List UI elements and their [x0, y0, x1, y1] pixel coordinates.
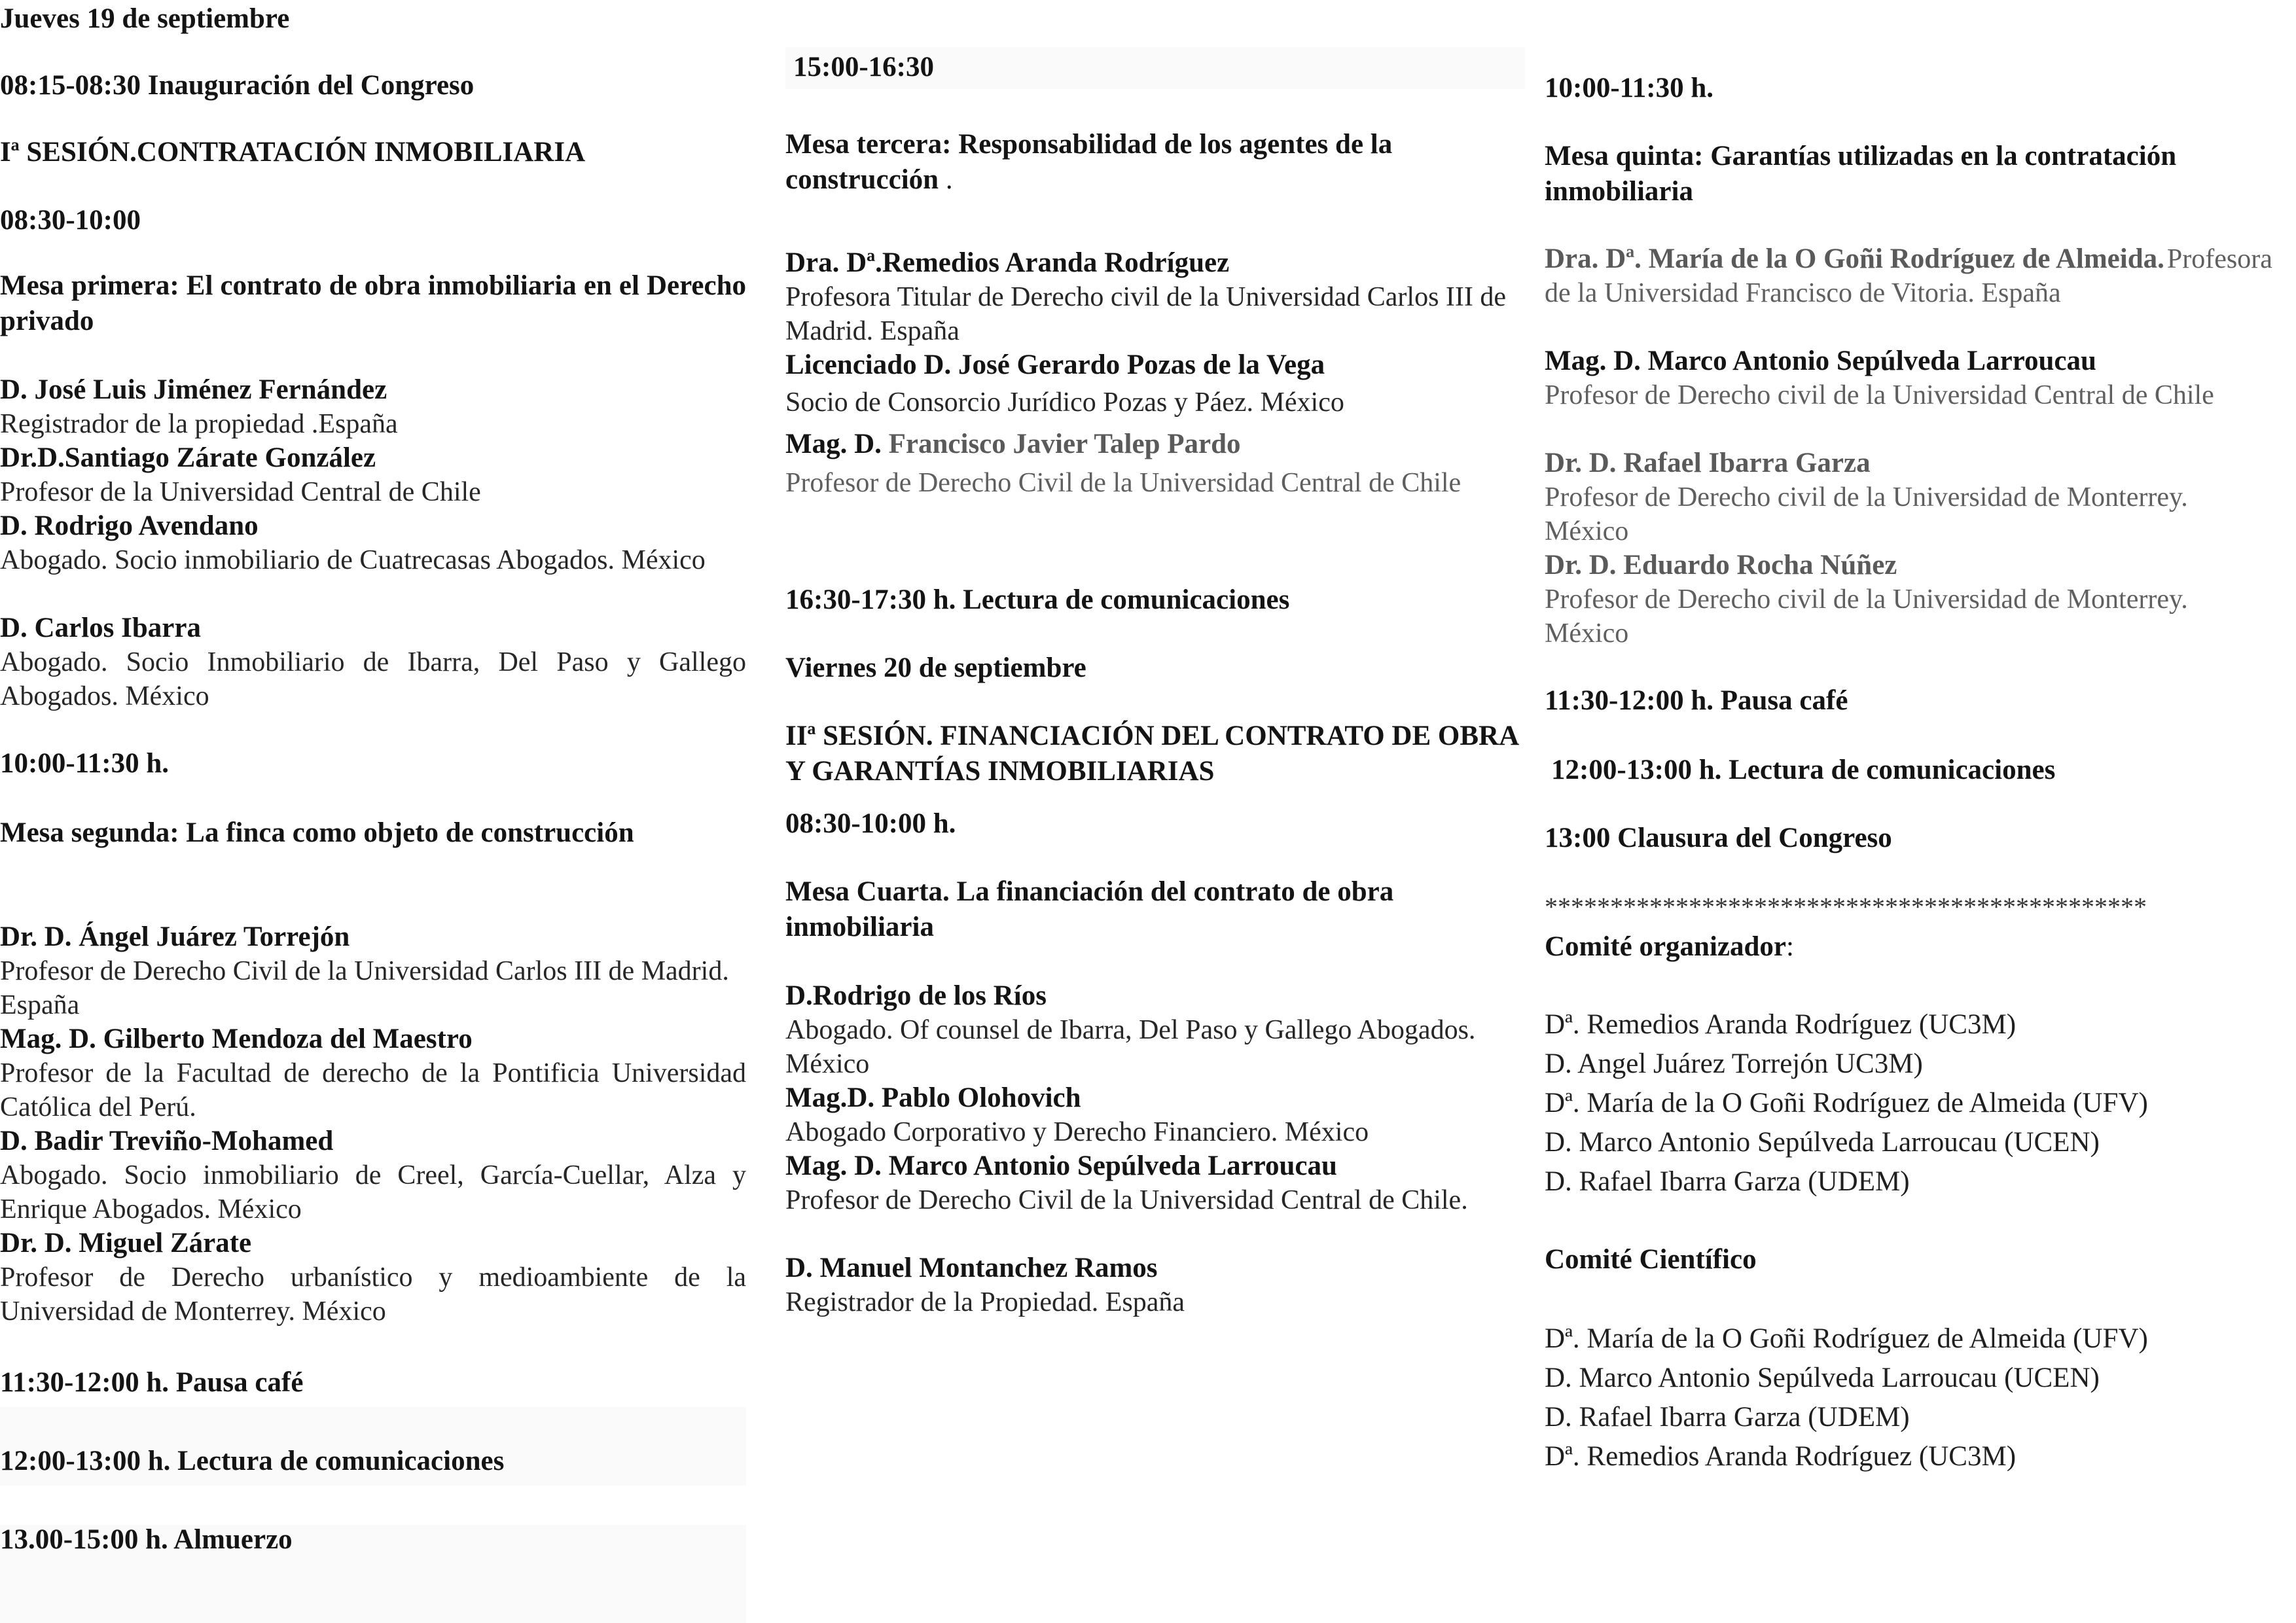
mesa5-time: 10:00-11:30 h.	[1545, 73, 1713, 103]
speaker-affiliation: Profesor de Derecho civil de la Universidad de Monterrey. México	[1545, 584, 2188, 649]
speaker-entry	[785, 979, 1525, 1081]
speaker-entry	[1545, 548, 2278, 651]
speaker-entry	[785, 246, 1525, 348]
organizing-committee-title-suffix: :	[1786, 931, 1794, 962]
mesa3-time: 15:00-16:30	[793, 52, 934, 82]
speaker-entry	[785, 348, 1525, 423]
committee-member: Dª. Remedios Aranda Rodríguez (UC3M)	[1545, 1441, 2017, 1472]
lunch-line: 13.00-15:00 h. Almuerzo	[0, 1524, 293, 1555]
coffee-break-line: 11:30-12:00 h. Pausa café	[0, 1367, 304, 1398]
speaker-affiliation: Abogado. Socio Inmobiliario de Ibarra, Del Paso y Gallego Abogados. México	[0, 647, 746, 711]
speaker-name	[785, 425, 1525, 463]
organizing-committee-title-text: Comité organizador	[1545, 931, 1787, 962]
speaker-name: Dr. D. Rafael Ibarra Garza	[1545, 448, 1871, 478]
speaker-name: Dr. D. Ángel Juárez Torrejón	[0, 921, 350, 952]
speaker-affiliation: Profesor de Derecho urbanístico y medioambiente de la Universidad de Monterrey. México	[0, 1262, 746, 1327]
speaker-entry	[0, 1124, 746, 1226]
speaker-entry	[0, 1226, 746, 1329]
speaker-entry	[785, 1149, 1525, 1217]
speaker-name: D. Badir Treviño-Mohamed	[0, 1126, 334, 1156]
speaker-name-rest: Francisco Javier Talep Pardo	[888, 429, 1241, 459]
closing-line: 13:00 Clausura del Congreso	[1545, 823, 1892, 853]
inauguration-line: 08:15-08:30 Inauguración del Congreso	[0, 70, 475, 101]
speaker-name: D. Rodrigo Avendano	[0, 510, 259, 541]
speaker-name: Mag. D. Marco Antonio Sepúlveda Larroucau	[1545, 346, 2096, 376]
committee-member: Dª. María de la O Goñi Rodríguez de Almeida (UFV)	[1545, 1323, 2148, 1354]
speaker-name: D.Rodrigo de los Ríos	[785, 980, 1047, 1011]
speaker-affiliation: Profesor de Derecho civil de la Universidad Central de Chile	[1545, 380, 2214, 410]
organizing-committee-list	[1545, 1005, 2278, 1202]
committee-member: D. Marco Antonio Sepúlveda Larroucau (UCEN)	[1545, 1127, 2100, 1158]
mesa1-title: Mesa primera: El contrato de obra inmobiliaria en el Derecho privado	[0, 270, 746, 336]
speaker-entry	[785, 1251, 1525, 1319]
speaker-entry	[1545, 344, 2278, 412]
readings-line: 12:00-13:00 h. Lectura de comunicaciones	[1551, 755, 2056, 785]
speaker-name: Dra. Dª. María de la O Goñi Rodríguez de Almeida.	[1545, 243, 2164, 274]
speaker-entry	[785, 425, 1525, 503]
speaker-affiliation: Abogado Corporativo y Derecho Financiero. México	[785, 1117, 1369, 1147]
speaker-affiliation: Profesora de la Universidad Francisco de Vitoria. España	[1545, 244, 2272, 308]
speaker-entry	[0, 920, 746, 1022]
session1-title: Iª SESIÓN.CONTRATACIÓN INMOBILIARIA	[0, 137, 586, 168]
speaker-affiliation: Profesora Titular de Derecho civil de la Universidad Carlos III de Madrid. España	[785, 282, 1507, 346]
scientific-committee-list	[1545, 1319, 2278, 1476]
speaker-entry	[0, 1022, 746, 1124]
speaker-affiliation: Profesor de Derecho Civil de la Universidad Central de Chile.	[785, 1185, 1468, 1215]
committee-member: Dª. María de la O Goñi Rodríguez de Almeida (UFV)	[1545, 1088, 2148, 1118]
speaker-entry	[0, 611, 746, 713]
speaker-name: Dr. D. Eduardo Rocha Núñez	[1545, 550, 1897, 580]
speaker-affiliation: Profesor de Derecho civil de la Universidad de Monterrey. México	[1545, 482, 2188, 546]
day1-date: Jueves 19 de septiembre	[0, 3, 290, 34]
committee-member: D. Angel Juárez Torrejón UC3M)	[1545, 1048, 1923, 1079]
speaker-name: D. José Luis Jiménez Fernández	[0, 374, 387, 405]
mesa5-title: Mesa quinta: Garantías utilizadas en la contratación inmobiliaria	[1545, 141, 2177, 207]
speaker-affiliation: Registrador de la Propiedad. España	[785, 1287, 1185, 1317]
speaker-name: Dr.D.Santiago Zárate González	[0, 442, 376, 473]
speaker-affiliation: Registrador de la propiedad .España	[0, 409, 398, 439]
speaker-affiliation: Abogado. Socio inmobiliario de Cuatrecasas Abogados. México	[0, 545, 706, 575]
day2-date: Viernes 20 de septiembre	[785, 652, 1086, 683]
mesa3-title-text: Mesa tercera: Responsabilidad de los agentes de la construcción	[785, 129, 1393, 195]
organizing-committee-title	[1545, 929, 2278, 965]
committee-member: D. Marco Antonio Sepúlveda Larroucau (UCEN)	[1545, 1363, 2100, 1393]
committee-member: Dª. Remedios Aranda Rodríguez (UC3M)	[1545, 1009, 2017, 1040]
readings-line: 12:00-13:00 h. Lectura de comunicaciones	[0, 1446, 505, 1476]
committee-member: D. Rafael Ibarra Garza (UDEM)	[1545, 1402, 1910, 1433]
separator-stars: **********************************************	[1545, 894, 2147, 920]
readings-line: 16:30-17:30 h. Lectura de comunicaciones	[785, 584, 1290, 615]
mesa2-time: 10:00-11:30 h.	[0, 748, 169, 779]
speaker-affiliation: Profesor de la Universidad Central de Chile	[0, 477, 481, 507]
speaker-entry	[0, 373, 746, 441]
speaker-entry	[0, 509, 746, 577]
speaker-name: Licenciado D. José Gerardo Pozas de la Vega	[785, 349, 1325, 380]
speaker-affiliation: Profesor de la Facultad de derecho de la Pontificia Universidad Católica del Perú.	[0, 1058, 746, 1122]
mesa3-title	[785, 127, 1525, 198]
speaker-affiliation: Abogado. Socio inmobiliario de Creel, García-Cuellar, Alza y Enrique Abogados. México	[0, 1160, 746, 1224]
speaker-entry	[0, 441, 746, 509]
speaker-name: D. Manuel Montanchez Ramos	[785, 1253, 1158, 1283]
mesa1-time: 08:30-10:00	[0, 205, 141, 236]
speaker-name: Mag. D. Gilberto Mendoza del Maestro	[0, 1024, 473, 1054]
speaker-name: Dra. Dª.Remedios Aranda Rodríguez	[785, 247, 1230, 278]
speaker-name: Mag. D. Marco Antonio Sepúlveda Larroucau	[785, 1150, 1337, 1181]
mesa3-title-suffix: .	[939, 164, 953, 195]
speaker-name-prefix: Mag. D.	[785, 429, 889, 459]
speaker-affiliation: Profesor de Derecho Civil de la Universidad Central de Chile	[785, 468, 1462, 498]
mesa4-title: Mesa Cuarta. La financiación del contrato de obra inmobiliaria	[785, 876, 1394, 942]
scientific-committee-title: Comité Científico	[1545, 1244, 1757, 1275]
session2-title: IIª SESIÓN. FINANCIACIÓN DEL CONTRATO DE OBRA Y GARANTÍAS INMOBILIARIAS	[785, 721, 1518, 787]
committee-member: D. Rafael Ibarra Garza (UDEM)	[1545, 1166, 1910, 1197]
speaker-entry	[785, 1081, 1525, 1149]
speaker-affiliation: Abogado. Of counsel de Ibarra, Del Paso y Gallego Abogados. México	[785, 1015, 1476, 1079]
coffee-break-line: 11:30-12:00 h. Pausa café	[1545, 685, 1848, 716]
speaker-entry	[1545, 242, 2278, 310]
speaker-name: Dr. D. Miguel Zárate	[0, 1228, 252, 1258]
mesa4-time: 08:30-10:00 h.	[785, 808, 956, 839]
speaker-affiliation: Profesor de Derecho Civil de la Universidad Carlos III de Madrid. España	[0, 956, 729, 1020]
speaker-entry	[1545, 446, 2278, 548]
speaker-name: D. Carlos Ibarra	[0, 613, 201, 643]
mesa2-title: Mesa segunda: La finca como objeto de construcción	[0, 817, 634, 848]
speaker-name: Mag.D. Pablo Olohovich	[785, 1082, 1081, 1113]
speaker-affiliation: Socio de Consorcio Jurídico Pozas y Páez. México	[785, 387, 1344, 418]
